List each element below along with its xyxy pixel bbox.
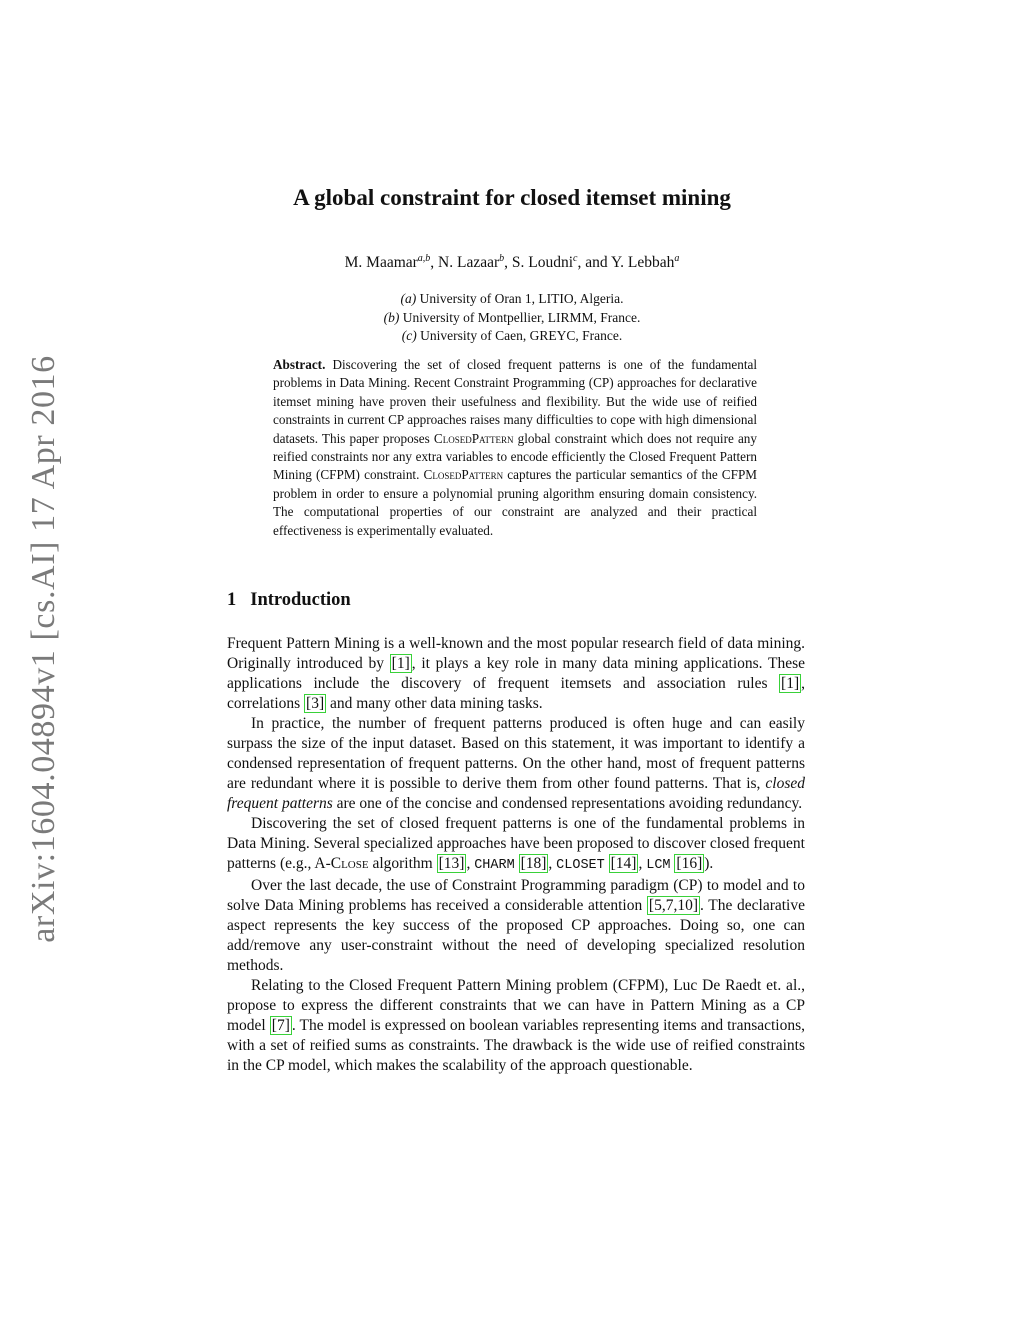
constraint-name: ClosedPattern: [423, 467, 504, 483]
paragraph: Relating to the Closed Frequent Pattern Mining problem (CFPM), Luc De Raedt et. al., propose to express the different constraints that we can have in Pattern Mining as a CP model [7] . The model is expressed on boolean variables representing items and transactions, with a set of reified sums as constraints. The drawback is the wide use of reified constraints in the CP model, which makes the scalability of the approach questionable.: [227, 977, 806, 1074]
algorithm-name: CLOSET: [556, 858, 605, 873]
affiliation: (c) University of Caen, GREYC, France.: [401, 328, 623, 343]
citation-link[interactable]: [13]: [438, 855, 465, 872]
section-title: Introduction: [250, 590, 351, 610]
author: Y. Lebbah$^a$: [610, 253, 680, 272]
citation-link[interactable]: [7]: [271, 1017, 290, 1034]
author: M. Maamar$^{a,b}$: [344, 253, 431, 272]
abstract-label: Abstract.: [273, 357, 326, 372]
citation-link[interactable]: [5,7,10]: [648, 897, 698, 914]
citation-link[interactable]: [18]: [520, 855, 547, 872]
paragraph: Over the last decade, the use of Constraint Programming paradigm (CP) to model and to solve Data Mining problems has received a considerable attention [5,7,10] . The declarative aspect represents the key success of the proposed CP approaches. Doing so, one can add/remove any user-constraint without the need of developing specialized resolution methods.: [227, 877, 805, 974]
algorithm-name: LCM: [646, 858, 671, 873]
arxiv-identifier: arXiv:1604.04894v1 [cs.AI] 17 Apr 2016: [25, 355, 62, 943]
algorithm-name: CHARM: [474, 858, 515, 873]
author: N. Lazaar$^b$: [438, 253, 505, 272]
citation-link[interactable]: [3]: [306, 695, 325, 712]
citation-link[interactable]: [1]: [391, 655, 410, 672]
citation-link[interactable]: [1]: [781, 675, 800, 692]
paragraph: In practice, the number of frequent patterns produced is often huge and can easily surpass the size of the input dataset. Based on this statement, it was important to identify a condensed representation of frequent patterns. On the other hand, most of frequent patterns are redundant where it is possible to derive them from other found patterns. That is, closed frequent patterns are one of the concise and condensed representations avoiding redundancy.: [227, 715, 805, 812]
citation-link[interactable]: [14]: [610, 855, 637, 872]
section-body: [227, 634, 805, 1076]
affiliation: (b) University of Montpellier, LIRMM, France.: [383, 309, 641, 325]
paper-title: A global constraint for closed itemset mining: [293, 185, 731, 210]
paragraph: Discovering the set of closed frequent patterns is one of the fundamental problems in Data Mining. Several specialized approaches have been proposed to discover closed frequent patterns (e.g., A-Close algorithm [13] , CHARM [18] , CLOSET [14] , LCM [16] ).: [227, 815, 805, 873]
affiliation-list: [0, 290, 1024, 346]
section-heading: [227, 590, 351, 611]
affiliation: (a) University of Oran 1, LITIO, Algeria.: [400, 291, 624, 306]
constraint-name: ClosedPattern: [433, 430, 514, 446]
citation-link[interactable]: [16]: [676, 855, 703, 872]
abstract: Abstract. Discovering the set of closed frequent patterns is one of the fundamental problems in Data Mining. Recent Constraint Programming (CP) approaches for declarative itemset mining have proven their usefulness and flexibility. But the wide use of reified constraints in current CP approaches raises many difficulties to cope with high dimensional datasets. This paper proposes ClosedPattern global constraint which does not require any reified constraints nor any extra variables to encode efficiently the Closed Frequent Pattern Mining (CFPM) constraint. ClosedPattern captures the particular semantics of the CFPM problem in order to ensure a polynomial pruning algorithm ensuring domain consistency. The computational properties of our constraint are analyzed and their practical effectiveness is experimentally evaluated.: [273, 357, 758, 538]
emphasis: closed frequent patterns: [227, 775, 805, 812]
paragraph: Frequent Pattern Mining is a well-known and the most popular research field of data mining. Originally introduced by [1] , it plays a key role in many data mining applications. These applications include the discovery of frequent itemsets and association rules [1] , correlations [3] and many other data mining tasks.: [227, 635, 805, 712]
arxiv-stamp: [0, 0, 62, 943]
author: S. Loudni$^c$: [511, 253, 578, 272]
section-number: 1: [227, 590, 237, 610]
author-list: M. Maamar$^{a,b}$, N. Lazaar$^b$, S. Loudni$^c$, and Y. Lebbah$^a$: [344, 253, 680, 272]
